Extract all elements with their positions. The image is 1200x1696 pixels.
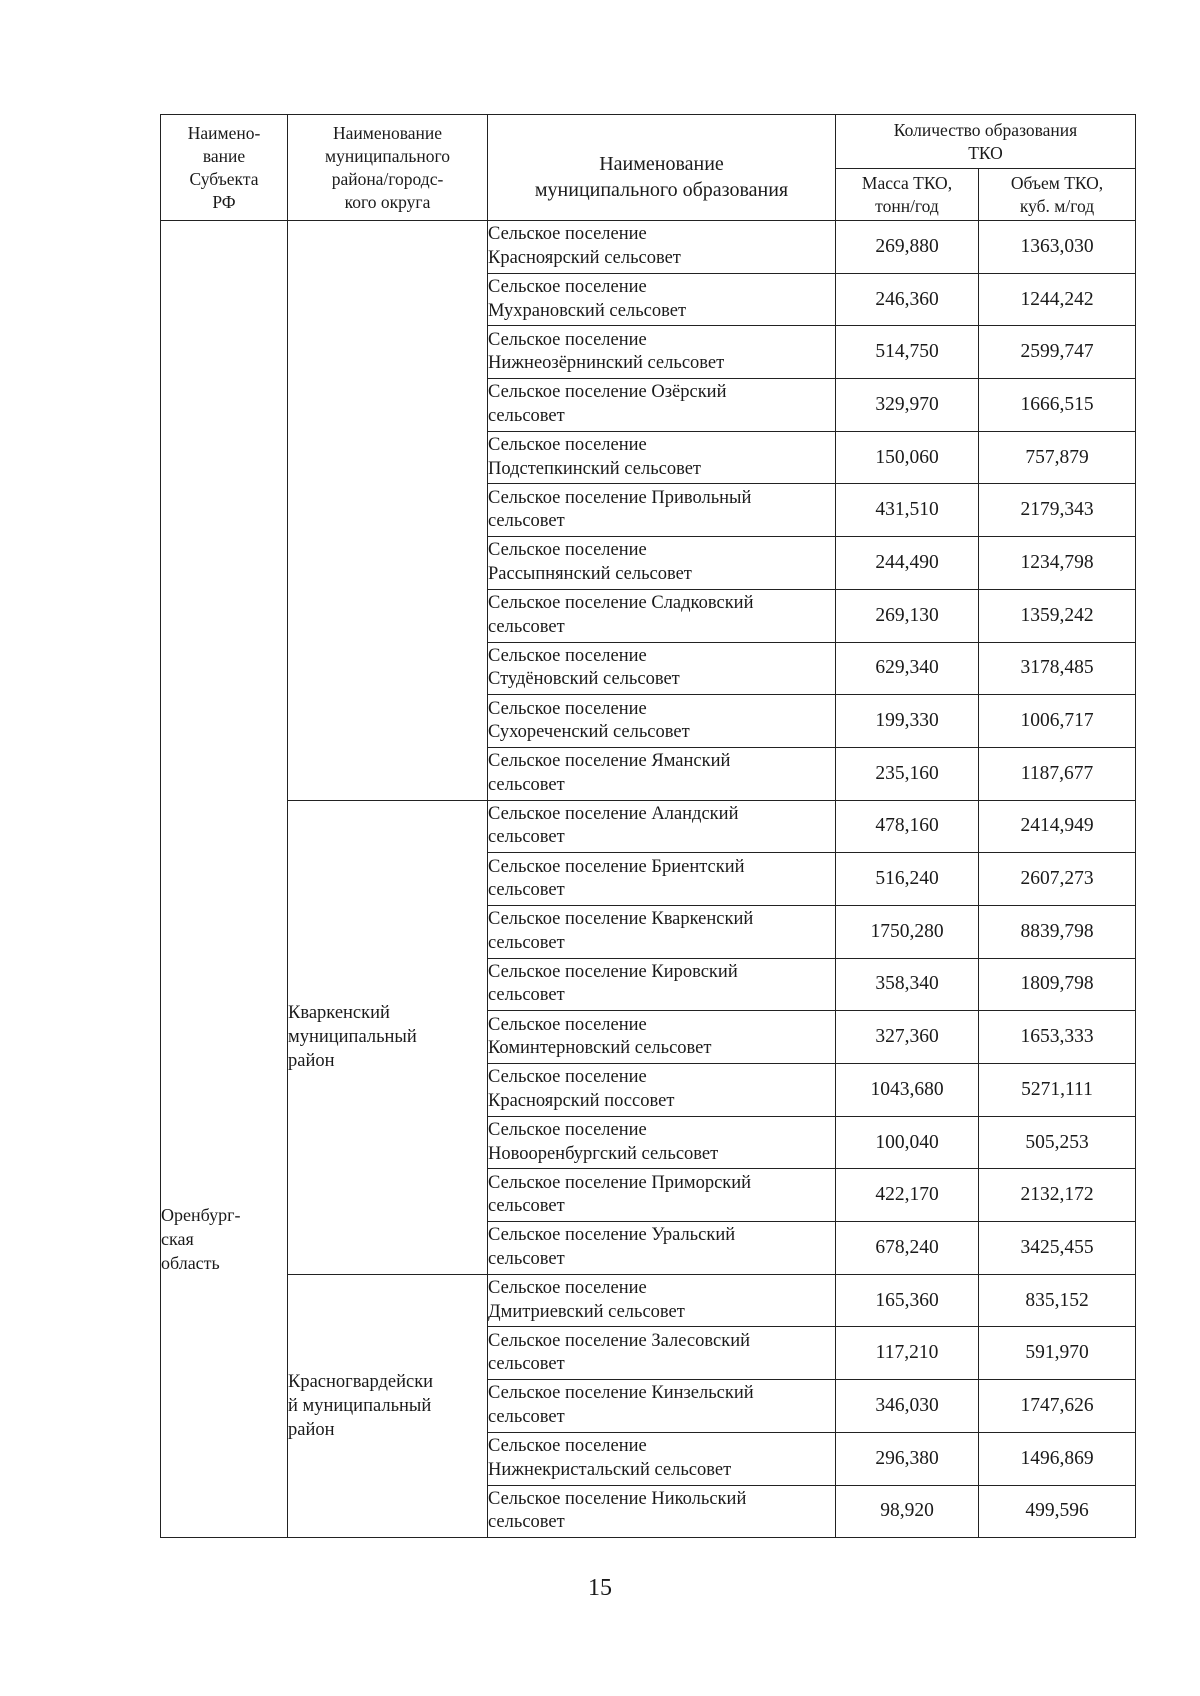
municipality-name-cell [488, 1327, 836, 1380]
municipality-name: Сельское поселение Красноярский сельсовет [488, 224, 681, 268]
header-mass [836, 169, 979, 221]
municipality-name-cell [488, 747, 836, 800]
mass-cell: 199,330 [836, 695, 979, 748]
volume-cell: 1496,869 [979, 1432, 1136, 1485]
municipality-name-cell [488, 642, 836, 695]
volume-cell: 1244,242 [979, 273, 1136, 326]
municipality-name-cell [488, 273, 836, 326]
volume-cell: 1653,333 [979, 1011, 1136, 1064]
municipality-name: Сельское поселение Рассыпнянский сельсовет [488, 540, 692, 584]
municipality-name-cell [488, 589, 836, 642]
municipality-name-cell [488, 958, 836, 1011]
municipality-name: Сельское поселение Коминтерновский сельсовет [488, 1014, 712, 1059]
municipality-name-cell [488, 1222, 836, 1275]
mass-cell: 150,060 [836, 431, 979, 484]
municipality-name: Сельское поселение Залесовский сельсовет [488, 1330, 750, 1375]
volume-cell: 499,596 [979, 1485, 1136, 1538]
mass-cell: 358,340 [836, 958, 979, 1011]
volume-cell: 3178,485 [979, 642, 1136, 695]
table-row [161, 1274, 1136, 1327]
municipality-name-cell [488, 1380, 836, 1433]
municipality-name-cell [488, 326, 836, 379]
district-name: Красногвардейски й муниципальный район [288, 1371, 434, 1440]
volume-cell: 1234,798 [979, 537, 1136, 590]
municipality-name-cell [488, 221, 836, 274]
municipality-name-cell [488, 800, 836, 853]
header-mass-text: Масса ТКО, тонн/год [861, 172, 953, 216]
header-subject-text: Наимено- вание Субъекта РФ [187, 122, 261, 212]
municipality-name: Сельское поселение Приморский сельсовет [488, 1172, 752, 1217]
tko-table [160, 114, 1136, 1538]
mass-cell: 478,160 [836, 800, 979, 853]
municipality-name: Сельское поселение Кинзельский сельсовет [488, 1383, 754, 1427]
subject-text: Оренбург- ская область [161, 1205, 241, 1274]
municipality-name: Сельское поселение Дмитриевский сельсовет [488, 1278, 685, 1322]
volume-cell: 8839,798 [979, 905, 1136, 958]
table-header [161, 115, 1136, 221]
volume-cell: 1359,242 [979, 589, 1136, 642]
district-cell [288, 800, 488, 1274]
mass-cell: 246,360 [836, 273, 979, 326]
district-name: Кваркенский муниципальный район [288, 1003, 417, 1072]
mass-cell: 98,920 [836, 1485, 979, 1538]
volume-cell: 1363,030 [979, 221, 1136, 274]
header-volume [979, 169, 1136, 221]
volume-cell: 1747,626 [979, 1380, 1136, 1433]
mass-cell: 516,240 [836, 853, 979, 906]
municipality-name-cell [488, 431, 836, 484]
municipality-name-cell [488, 1274, 836, 1327]
header-quantity [836, 115, 1136, 169]
volume-cell: 2179,343 [979, 484, 1136, 537]
volume-cell: 1187,677 [979, 747, 1136, 800]
mass-cell: 269,130 [836, 589, 979, 642]
mass-cell: 296,380 [836, 1432, 979, 1485]
header-district-text: Наименование муниципального района/городс- кого округа [325, 122, 450, 212]
mass-cell: 269,880 [836, 221, 979, 274]
header-volume-text: Объем ТКО, куб. м/год [1010, 172, 1104, 216]
municipality-name: Сельское поселение Студёновский сельсовет [488, 645, 680, 690]
mass-cell: 235,160 [836, 747, 979, 800]
mass-cell: 244,490 [836, 537, 979, 590]
municipality-name-cell [488, 484, 836, 537]
municipality-name-cell [488, 695, 836, 748]
municipality-name: Сельское поселение Яманский сельсовет [488, 751, 731, 795]
municipality-name: Сельское поселение Мухрановский сельсовет [488, 277, 687, 321]
volume-cell: 2414,949 [979, 800, 1136, 853]
municipality-name: Сельское поселение Аландский сельсовет [488, 803, 739, 848]
mass-cell: 678,240 [836, 1222, 979, 1275]
mass-cell: 1043,680 [836, 1064, 979, 1117]
header-subject [161, 115, 288, 221]
municipality-name: Сельское поселение Привольный сельсовет [488, 487, 752, 532]
volume-cell: 2607,273 [979, 853, 1136, 906]
table-row [161, 221, 1136, 274]
header-district [288, 115, 488, 221]
volume-cell: 2599,747 [979, 326, 1136, 379]
mass-cell: 329,970 [836, 379, 979, 432]
mass-cell: 629,340 [836, 642, 979, 695]
municipality-name-cell [488, 1432, 836, 1485]
table-row [161, 800, 1136, 853]
page-number: 15 [588, 1575, 612, 1601]
municipality-name-cell [488, 1011, 836, 1064]
volume-cell: 2132,172 [979, 1169, 1136, 1222]
mass-cell: 117,210 [836, 1327, 979, 1380]
municipality-name: Сельское поселение Подстепкинский сельсовет [488, 435, 702, 479]
volume-cell: 505,253 [979, 1116, 1136, 1169]
header-municipality [488, 115, 836, 221]
header-municipality-text: Наименование муниципального образования [534, 152, 789, 201]
header-quantity-text: Количество образования ТКО [893, 119, 1078, 163]
mass-cell: 431,510 [836, 484, 979, 537]
municipality-name-cell [488, 537, 836, 590]
volume-cell: 5271,111 [979, 1064, 1136, 1117]
municipality-name: Сельское поселение Уральский сельсовет [488, 1225, 736, 1269]
municipality-name: Сельское поселение Сухореченский сельсовет [488, 698, 690, 743]
municipality-name: Сельское поселение Озёрский сельсовет [488, 382, 727, 426]
municipality-name: Сельское поселение Никольский сельсовет [488, 1488, 747, 1533]
volume-cell: 1006,717 [979, 695, 1136, 748]
municipality-name-cell [488, 1485, 836, 1538]
municipality-name-cell [488, 905, 836, 958]
municipality-name: Сельское поселение Сладковский сельсовет [488, 593, 754, 637]
municipality-name: Сельское поселение Новооренбургский сельсовет [488, 1120, 719, 1164]
mass-cell: 100,040 [836, 1116, 979, 1169]
municipality-name-cell [488, 1169, 836, 1222]
municipality-name-cell [488, 1116, 836, 1169]
volume-cell: 757,879 [979, 431, 1136, 484]
subject-cell [161, 221, 288, 1538]
volume-cell: 3425,455 [979, 1222, 1136, 1275]
mass-cell: 327,360 [836, 1011, 979, 1064]
municipality-name-cell [488, 1064, 836, 1117]
municipality-name: Сельское поселение Красноярский поссовет [488, 1067, 675, 1111]
municipality-name-cell [488, 853, 836, 906]
municipality-name: Сельское поселение Нижнекристальский сельсовет [488, 1436, 732, 1480]
volume-cell: 591,970 [979, 1327, 1136, 1380]
volume-cell: 1666,515 [979, 379, 1136, 432]
municipality-name: Сельское поселение Бриентский сельсовет [488, 856, 745, 901]
district-cell [288, 1274, 488, 1537]
mass-cell: 1750,280 [836, 905, 979, 958]
mass-cell: 165,360 [836, 1274, 979, 1327]
municipality-name-cell [488, 379, 836, 432]
mass-cell: 346,030 [836, 1380, 979, 1433]
table-body [161, 221, 1136, 1538]
municipality-name: Сельское поселение Кировский сельсовет [488, 961, 738, 1006]
municipality-name: Сельское поселение Нижнеозёрнинский сельсовет [488, 329, 725, 374]
mass-cell: 514,750 [836, 326, 979, 379]
district-cell [288, 221, 488, 801]
mass-cell: 422,170 [836, 1169, 979, 1222]
municipality-name: Сельское поселение Кваркенский сельсовет [488, 909, 754, 953]
volume-cell: 835,152 [979, 1274, 1136, 1327]
volume-cell: 1809,798 [979, 958, 1136, 1011]
